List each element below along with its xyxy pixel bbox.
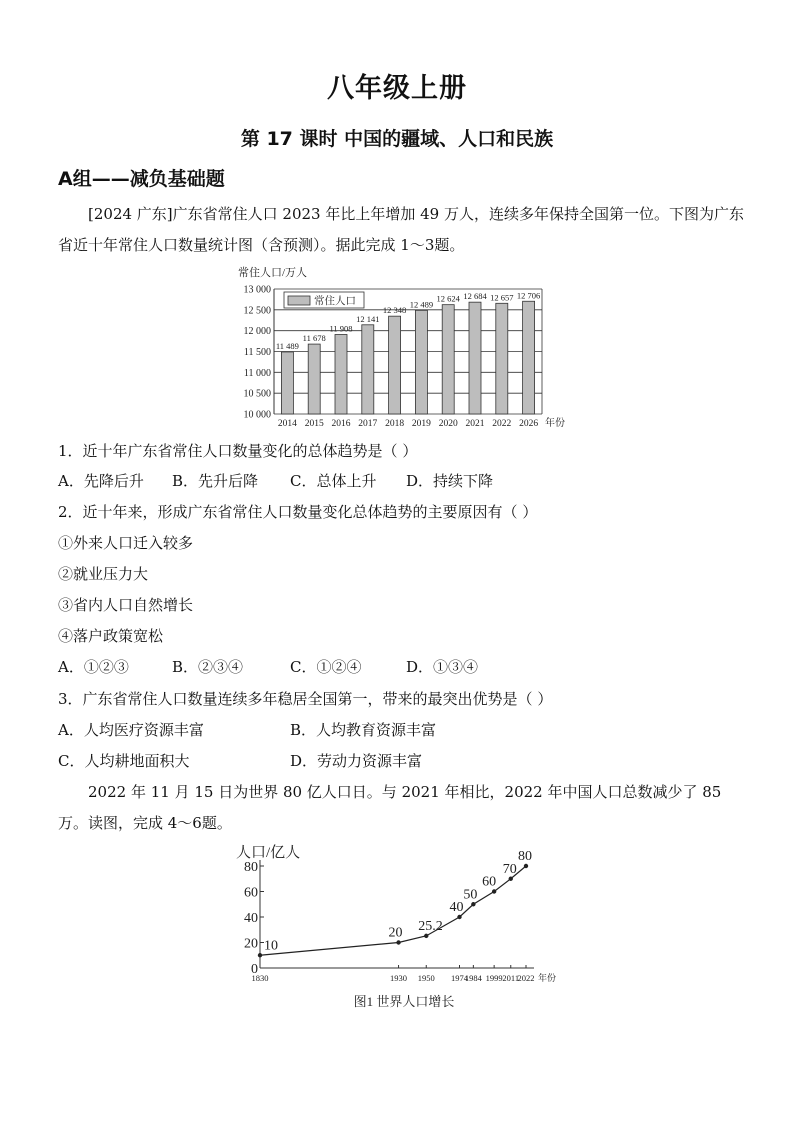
line-point-label: 20 [388,925,403,941]
bar-x-tick-label: 2015 [304,419,324,429]
bar-value-label: 12 348 [382,305,407,316]
line-y-tick-label: 80 [244,860,258,875]
line-point [524,864,528,868]
q2-item-2: ②就业压力大 [58,565,149,583]
lesson-title: 第 17 课时 中国的疆域、人口和民族 [240,128,554,150]
bar-y-tick-label: 11 500 [243,347,271,358]
q2-option-d[interactable]: D．①③④ [406,658,479,676]
line-point [258,953,262,957]
q3-option-b[interactable]: B．人均教育资源丰富 [290,721,437,739]
line-point-label: 25.2 [418,918,443,934]
line-y-axis-label: 人口/亿人 [236,845,301,861]
bar-value-label: 12 684 [463,291,487,302]
line-y-tick-label: 60 [244,885,258,901]
bar-2020 [442,305,454,414]
bar-y-tick-label: 10 000 [243,409,271,421]
bar-value-label: 12 657 [490,292,514,303]
line-x-axis-label: 年份 [538,973,557,983]
line-x-tick-label: 1999 [485,973,503,983]
q1-option-c[interactable]: C．总体上升 [290,472,377,490]
q3-option-a[interactable]: A．人均医疗资源丰富 [58,721,204,739]
bar-x-tick-label: 2022 [492,419,512,429]
line-point-label: 60 [482,874,497,890]
bar-legend-swatch [288,296,310,305]
bar-value-label: 11 489 [275,340,299,351]
line-point [396,940,400,944]
q3-option-d[interactable]: D．劳动力资源丰富 [290,752,423,770]
line-point [424,934,428,938]
bar-x-tick-label: 2019 [411,419,431,429]
page-title: 八年级上册 [327,73,467,104]
world-population-line-chart [234,842,574,1014]
line-point-label: 70 [502,861,517,877]
bar-value-label: 12 489 [409,299,434,310]
bar-value-label: 11 678 [302,333,326,344]
bar-x-tick-label: 2021 [465,419,485,429]
bar-value-label: 11 908 [329,323,353,334]
bar-x-tick-label: 2017 [358,419,378,429]
bar-2016 [335,335,347,415]
q1-option-b[interactable]: B．先升后降 [172,472,259,490]
bar-2018 [389,316,401,414]
q2-item-3: ③省内人口自然增长 [58,596,194,614]
q2-item-4: ④落户政策宽松 [58,627,164,645]
line-point [492,889,496,893]
population-bar-chart [230,264,570,432]
q2-option-a[interactable]: A．①②③ [58,658,129,676]
intro-paragraph-2: 2022 年 11 月 15 日为世界 80 亿人口日。与 2021 年相比，2022 年中国人口总数减少了 85万。读图，完成 4～6题。 [58,783,722,832]
bar-value-label: 12 141 [356,313,380,324]
bar-x-tick-label: 2018 [385,419,405,429]
bar-2026 [523,301,535,414]
question-2-stem: 2．近十年来，形成广东省常住人口数量变化总体趋势的主要原因有（ ） [58,503,538,521]
bar-x-axis-label: 年份 [545,418,565,429]
line-point [509,877,513,881]
bar-2017 [362,325,374,414]
bar-2021 [469,302,481,414]
bar-x-tick-label: 2026 [519,419,539,429]
bar-y-tick-label: 13 000 [243,284,271,296]
line-point [457,915,461,919]
q2-item-1: ①外来人口迁入较多 [58,534,194,552]
question-3-options-row-1 [58,720,758,740]
bar-x-tick-label: 2016 [331,419,351,429]
line-y-tick-label: 0 [251,962,258,977]
q3-option-c[interactable]: C．人均耕地面积大 [58,752,190,770]
bar-2019 [415,310,427,414]
bar-2015 [308,344,320,414]
intro-paragraph-1: [2024 广东]广东省常住人口 2023 年比上年增加 49 万人，连续多年保持全国第一位。下图为广东省近十年常住人口数量统计图（含预测）。据此完成 1～3题。 [58,205,744,254]
question-3-stem: 3．广东省常住人口数量连续多年稳居全国第一，带来的最突出优势是（ ） [58,690,553,708]
bar-2022 [496,303,508,414]
line-x-tick-label: 2022 [517,973,535,983]
line-x-tick-label: 1974 [451,973,468,983]
bar-value-label: 12 706 [516,290,541,301]
question-1-stem: 1．近十年广东省常住人口数量变化的总体趋势是（ ） [58,442,418,460]
bar-legend-label: 常住人口 [314,296,356,307]
bar-y-tick-label: 12 000 [243,326,271,338]
bar-y-axis-label: 常住人口/万人 [238,267,308,279]
line-point-label: 80 [518,849,532,864]
line-x-tick-label: 1930 [390,973,408,983]
line-x-tick-label: 1830 [251,973,269,983]
question-2-options [58,657,758,677]
bar-x-tick-label: 2014 [277,419,297,429]
line-x-tick-label: 1950 [417,973,435,983]
line-point [471,902,475,906]
question-3-options-row-2 [58,751,758,771]
group-title: A组——减负基础题 [58,168,225,190]
bar-x-tick-label: 2020 [438,419,458,429]
line-x-tick-label: 1984 [464,973,482,983]
question-1-options [58,471,758,491]
line-y-tick-label: 20 [244,936,258,952]
q1-option-a[interactable]: A．先降后升 [58,472,144,490]
bar-y-tick-label: 11 000 [243,367,271,379]
bar-y-tick-label: 10 500 [243,388,271,400]
line-figure-caption: 图1 世界人口增长 [353,994,455,1009]
bar-y-tick-label: 12 500 [243,305,271,317]
line-point-label: 10 [264,938,278,954]
bar-2014 [281,352,293,414]
line-y-tick-label: 40 [244,911,258,926]
line-point-label: 40 [449,900,464,915]
q2-option-c[interactable]: C．①②④ [290,658,362,676]
bar-value-label: 12 624 [436,293,460,304]
q1-option-d[interactable]: D．持续下降 [406,472,494,490]
q2-option-b[interactable]: B．②③④ [172,658,244,676]
line-x-tick-label: 2011 [502,973,520,983]
line-point-label: 50 [463,887,478,903]
